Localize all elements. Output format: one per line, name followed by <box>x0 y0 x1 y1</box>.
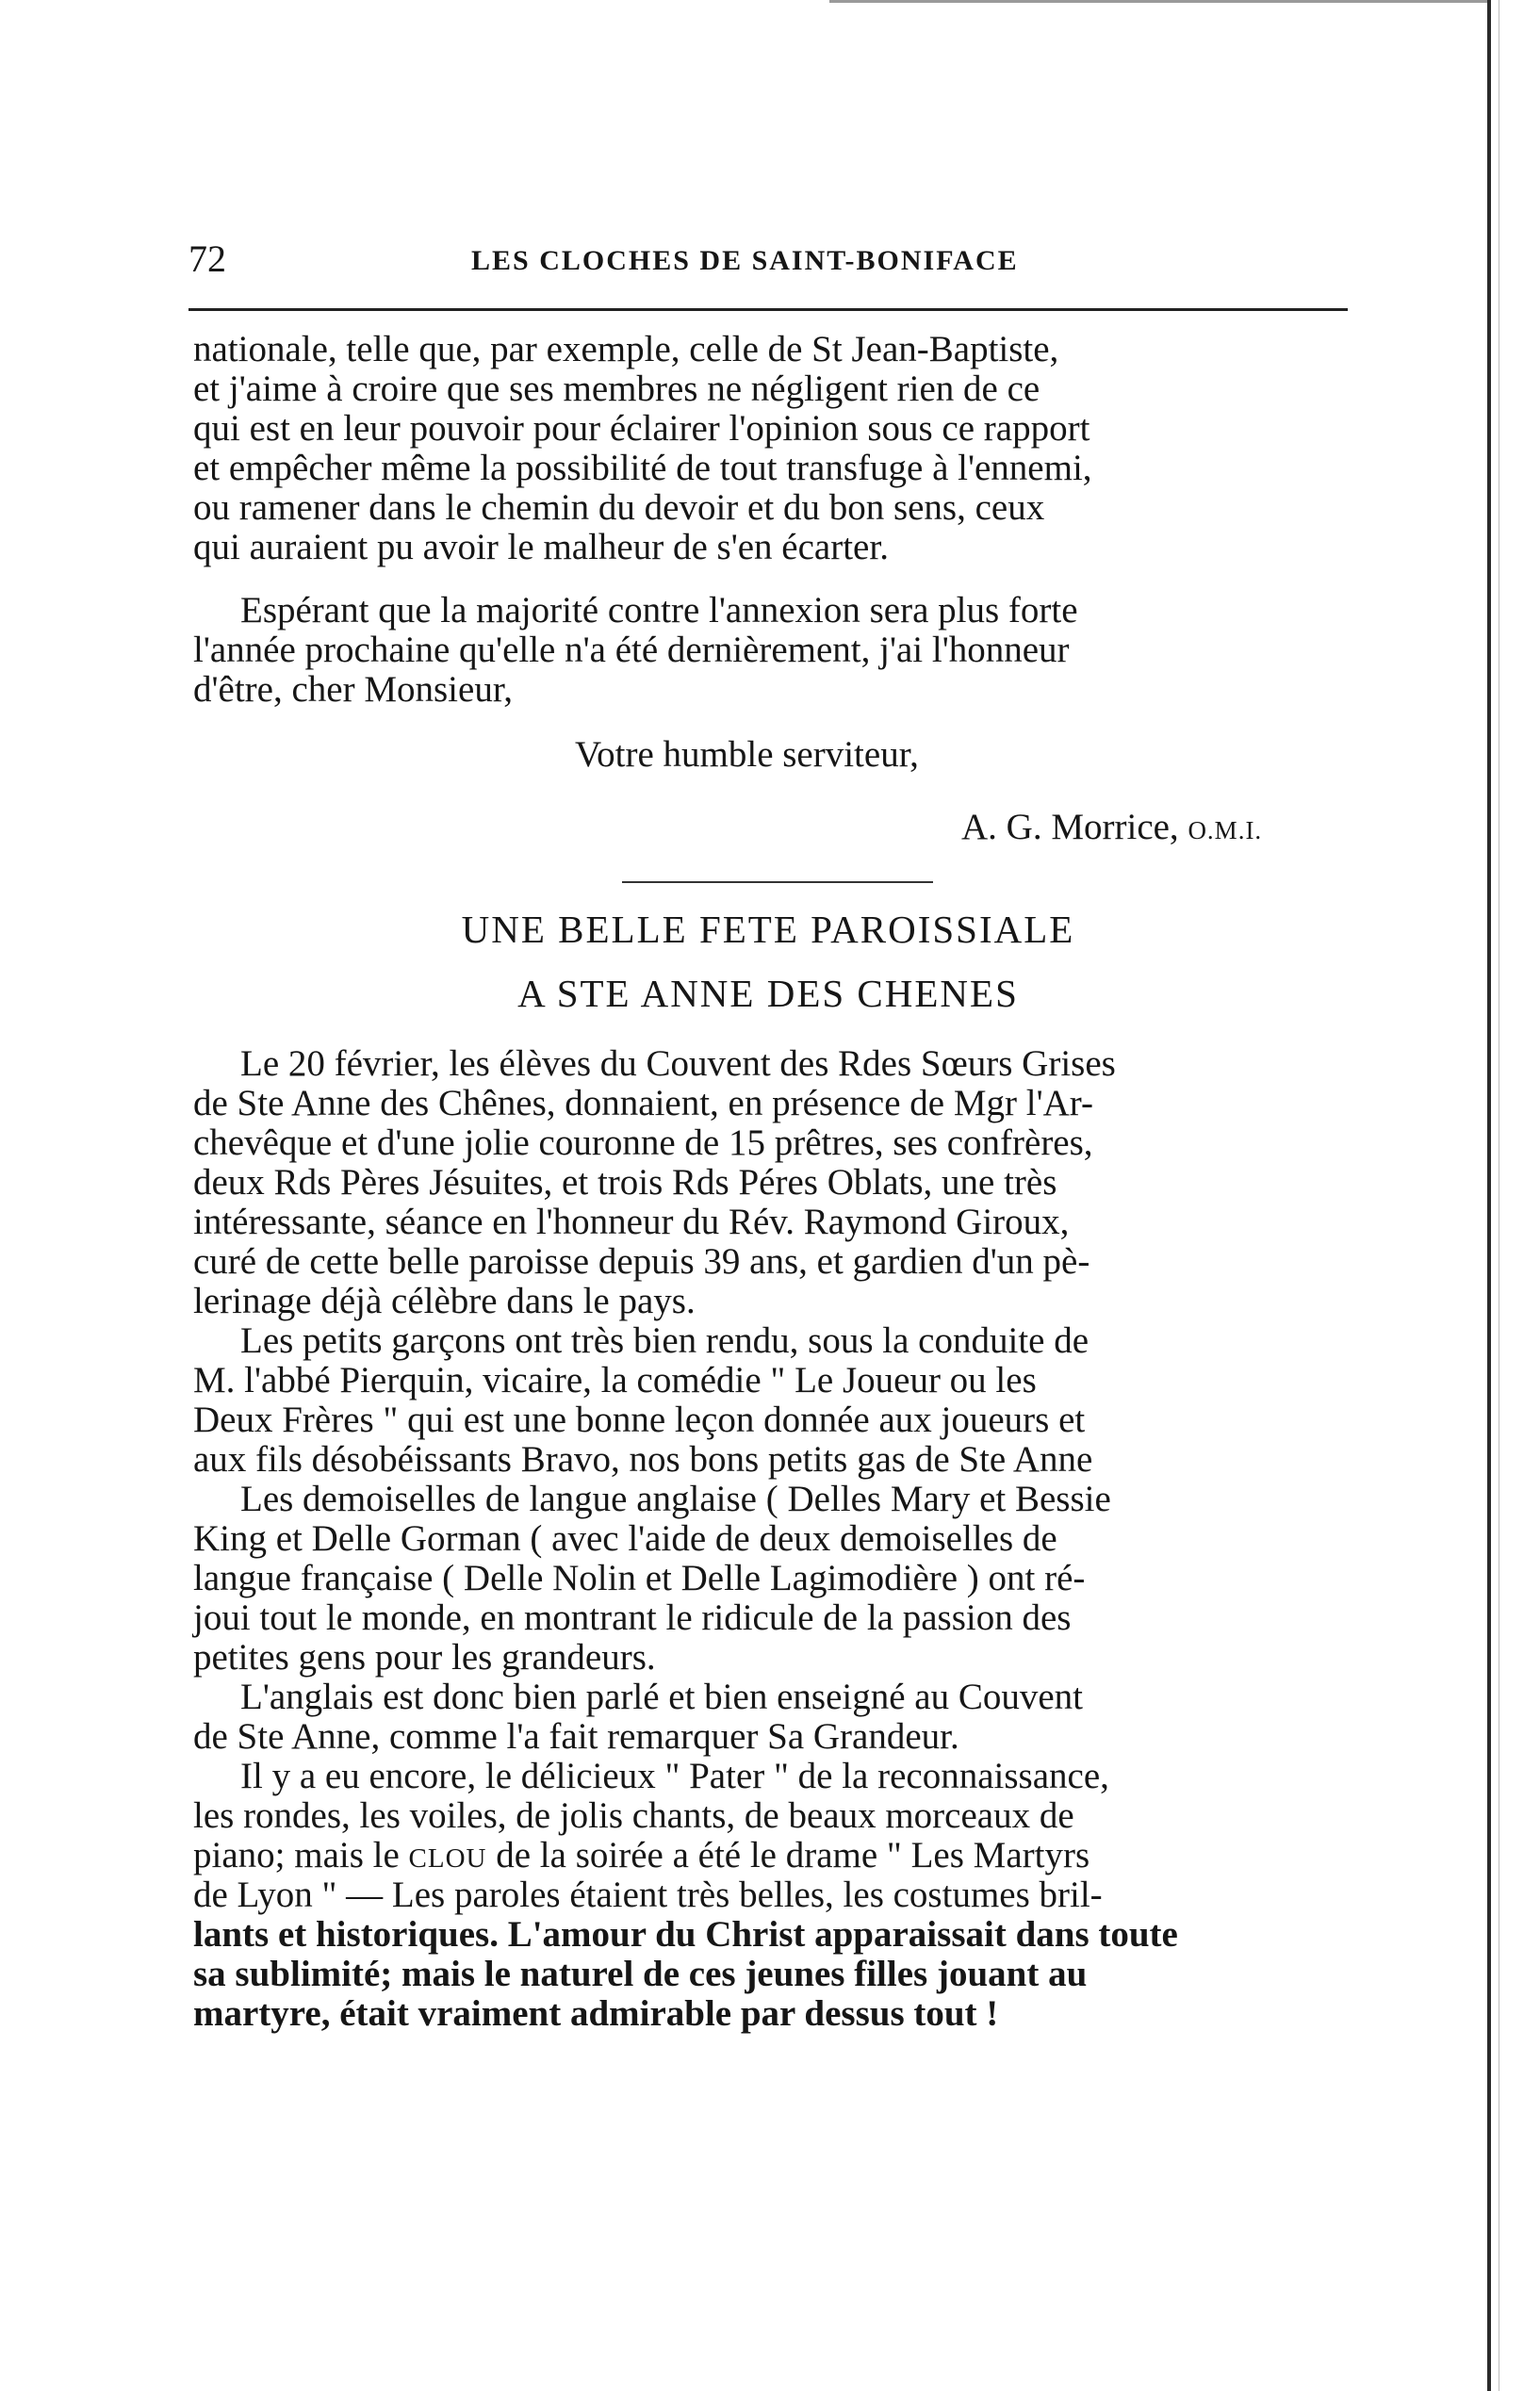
section-divider <box>622 881 933 883</box>
page-header <box>188 236 1348 283</box>
text-line: Espérant que la majorité contre l'annexion sera plus forte <box>240 590 1078 631</box>
text-line: joui tout le monde, en montrant le ridicule de la passion des <box>193 1597 1072 1638</box>
text-line: de Lyon " — Les paroles étaient très belles, les costumes bril- <box>193 1875 1103 1915</box>
running-title: LES CLOCHES DE SAINT-BONIFACE <box>471 245 1019 276</box>
article-paragraph-2 <box>193 1321 1418 1480</box>
article-paragraph-4 <box>193 1678 1418 1757</box>
text-line: M. l'abbé Pierquin, vicaire, la comédie " Le Joueur ou les <box>193 1360 1037 1400</box>
text-line: langue française ( Delle Nolin et Delle Lagimodière ) ont ré- <box>193 1558 1086 1598</box>
article-title-line-1: UNE BELLE FETE PAROISSIALE <box>461 908 1075 951</box>
text-line: petites gens pour les grandeurs. <box>193 1637 656 1678</box>
text-line: L'anglais est donc bien parlé et bien enseigné au Couvent <box>240 1677 1083 1717</box>
letter-closing: Votre humble serviteur, <box>575 734 919 775</box>
text-line: Les demoiselles de langue anglaise ( Delles Mary et Bessie <box>240 1479 1111 1519</box>
letter-paragraph-2 <box>193 591 1418 710</box>
text-line: et j'aime à croire que ses membres ne négligent rien de ce <box>193 368 1040 409</box>
page-number: 72 <box>188 237 226 280</box>
article-paragraph-1 <box>193 1044 1418 1321</box>
text-line: Il y a eu encore, le délicieux " Pater " de la reconnaissance, <box>240 1756 1109 1796</box>
text-fragment: piano; mais le <box>193 1835 400 1875</box>
text-line: et empêcher même la possibilité de tout transfuge à l'ennemi, <box>193 448 1092 488</box>
text-line <box>193 1836 1418 1875</box>
text-line: de Ste Anne, comme l'a fait remarquer Sa Grandeur. <box>193 1716 959 1757</box>
scan-edge-right <box>1487 0 1491 2391</box>
text-line: aux fils désobéissants Bravo, nos bons petits gas de Ste Anne <box>193 1439 1093 1480</box>
text-line: qui est en leur pouvoir pour éclairer l'opinion sous ce rapport <box>193 408 1090 449</box>
scan-edge-top <box>829 0 1489 3</box>
text-line: de Ste Anne des Chênes, donnaient, en présence de Mgr l'Ar- <box>193 1083 1093 1123</box>
text-line: chevêque et d'une jolie couronne de 15 prêtres, ses confrères, <box>193 1122 1093 1163</box>
text-line: ou ramener dans le chemin du devoir et du bon sens, ceux <box>193 487 1045 528</box>
text-line: deux Rds Pères Jésuites, et trois Rds Péres Oblats, une très <box>193 1162 1057 1203</box>
text-line: lerinage déjà célèbre dans le pays. <box>193 1281 696 1321</box>
text-line: martyre, était vraiment admirable par dessus tout ! <box>193 1993 999 2034</box>
text-line: sa sublimité; mais le naturel de ces jeunes filles jouant au <box>193 1954 1088 1994</box>
text-line: intéressante, séance en l'honneur du Rév. Raymond Giroux, <box>193 1202 1070 1242</box>
letter-paragraph-1 <box>193 330 1418 567</box>
article-title-line-2: A STE ANNE DES CHENES <box>517 972 1019 1015</box>
header-rule <box>188 308 1348 311</box>
text-fragment: de la soirée a été le drame " Les Martyrs <box>496 1835 1090 1875</box>
small-caps-word: CLOU <box>408 1843 487 1874</box>
text-line: lants et historiques. L'amour du Christ apparaissait dans toute <box>193 1914 1178 1955</box>
text-line: Deux Frères " qui est une bonne leçon donnée aux joueurs et <box>193 1400 1086 1440</box>
text-line: l'année prochaine qu'elle n'a été dernièrement, j'ai l'honneur <box>193 630 1070 670</box>
text-line: curé de cette belle paroisse depuis 39 ans, et gardien d'un pè- <box>193 1241 1090 1282</box>
article-paragraph-5 <box>193 1757 1418 2034</box>
signature-title: O.M.I. <box>1188 816 1263 844</box>
text-line: qui auraient pu avoir le malheur de s'en écarter. <box>193 527 889 567</box>
text-line: King et Delle Gorman ( avec l'aide de deux demoiselles de <box>193 1518 1057 1559</box>
signature-name: A. G. Morrice, <box>961 807 1179 847</box>
article-paragraph-3 <box>193 1480 1418 1678</box>
text-line: nationale, telle que, par exemple, celle de St Jean-Baptiste, <box>193 329 1059 369</box>
letter-signature <box>961 806 1262 848</box>
text-line: les rondes, les voiles, de jolis chants, de beaux morceaux de <box>193 1795 1074 1836</box>
text-line: Le 20 février, les élèves du Couvent des Rdes Sœurs Grises <box>240 1043 1116 1084</box>
text-line: d'être, cher Monsieur, <box>193 669 514 710</box>
text-line: Les petits garçons ont très bien rendu, sous la conduite de <box>240 1320 1089 1361</box>
